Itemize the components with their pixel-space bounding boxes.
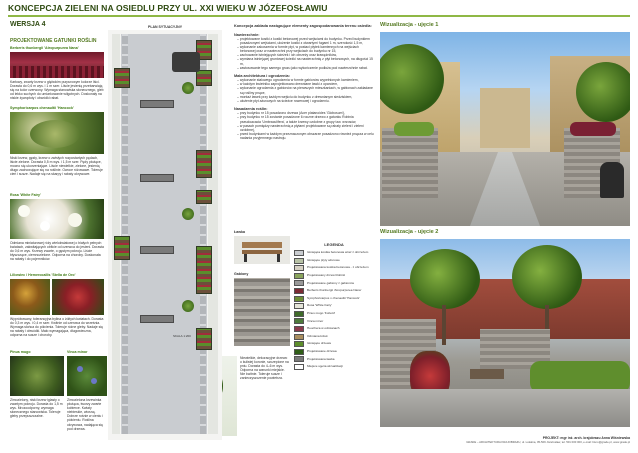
legend-title: LEGENDA xyxy=(324,242,344,247)
hemerocallis-photo-2 xyxy=(52,279,104,315)
page-title: KONCEPCJA ZIELENI NA OSIEDLU PRZY UL. XXI WIEKU W JÓZEFOSŁAWIU xyxy=(8,3,328,13)
concept-heading: Koncepcja zakłada następujące elementy zagospodarowania terenu osiedla: xyxy=(234,24,372,28)
legend-entry xyxy=(294,250,374,256)
concept-item: – w pasach pomiędzy nawierzchnią a płytami projektowane są rabaty zieleni i zieleni ozdobnej, xyxy=(237,123,364,132)
plan-road xyxy=(121,34,207,434)
footer-company: GRADE – ARCHITEKTURA KRAJOBRAZU, ul. Lokalna, 05-509 Józefosław, tel. 501 000 000, e-mail: biuro@grade.pl, www.grade.pl xyxy=(466,440,630,444)
legend-label: Heuchera w odmianach xyxy=(307,326,340,331)
symphoricarpos-photo xyxy=(10,112,104,154)
plan-scale: SKALA 1:200 xyxy=(173,334,191,338)
legend-entry xyxy=(294,288,374,294)
legend-swatch xyxy=(294,334,304,340)
legend-entry xyxy=(294,364,374,370)
legend-swatch xyxy=(294,326,304,332)
plant-description: Zimozielona krzewinka płożąca, tworzy zwarte kobierce. Kwiaty niebieskie, wiosną. Dobrze rośnie w cieniu i półcieniu. Roślina okrywowa, nadająca się pod drzewa. xyxy=(67,398,103,431)
legend-label: Projektowana ławka xyxy=(307,356,335,361)
version-label: WERSJA 4 xyxy=(10,21,46,28)
legend-swatch xyxy=(294,288,304,294)
concept-item: – przy budynku nr 15 posadzono drzewa (Acer platanoides 'Globosum'), xyxy=(237,111,346,116)
bench-photo xyxy=(234,236,290,264)
legend-swatch xyxy=(294,258,304,264)
legend-entry xyxy=(294,265,374,271)
legend-label: Projektowane gabiony z gabionów xyxy=(307,280,354,285)
plan-flower-bed xyxy=(196,150,212,178)
legend-entry xyxy=(294,318,374,324)
concept-item: – montaż ławek przy każdym wejściu do budynku z drewnianym siedziskiem, xyxy=(237,94,353,99)
plan-tree xyxy=(182,300,194,312)
plant-item-1 xyxy=(10,46,104,50)
concept-item: – wykonanie ogrodzenia z gabionów na pierwszych mieszkaniach, w gabionach zakładane są rośliny pnące, xyxy=(237,86,373,95)
viz-1-title: Wizualizacja - ujęcie 1 xyxy=(380,22,439,28)
legend-entry xyxy=(294,349,374,355)
legend-swatch xyxy=(294,356,304,362)
pinus-photo xyxy=(10,356,64,396)
plan-kerb-right xyxy=(200,34,206,434)
footer-author: PROJEKT: mgr inż. arch. krajobrazu Anna Wiśniewska xyxy=(542,436,630,440)
plan-bench xyxy=(140,315,174,323)
plants-heading: PROJEKTOWANE GATUNKI ROŚLIN xyxy=(10,38,97,44)
legend-label: Istniejące płyty ażurowe xyxy=(307,257,340,262)
plan-bench xyxy=(140,174,174,182)
legend-swatch xyxy=(294,273,304,279)
concept-item: – ułożenie płyt ażurowych na ścieżce rowerowej i ogrodzeniu. xyxy=(237,98,330,103)
legend-label: Rosa 'White Fairy' xyxy=(307,303,332,308)
legend-entry xyxy=(294,303,374,309)
legend-swatch xyxy=(294,250,304,256)
plan-kerb-left xyxy=(122,34,128,434)
plant-description: Niewielkie, dekoracyjne drzewo o kulistej koronie, szczepione na pniu. Dorasta do 4–6 m wys. Odporna na warunki miejskie. Nie kwitnie. Toleruje susze i zanieczyszczenie powietrza. xyxy=(240,356,289,381)
legend-label: Projektowane drzewa xyxy=(307,349,337,354)
legend-entry xyxy=(294,258,374,264)
plan-flower-bed xyxy=(114,68,130,88)
plant-name: Berberis thunbergii 'Atropurpurea Nana' xyxy=(10,46,79,50)
gabion-photo xyxy=(234,278,290,346)
legend-swatch xyxy=(294,311,304,317)
legend-swatch xyxy=(294,303,304,309)
vinca-photo xyxy=(67,356,107,396)
bench-label: Ławka xyxy=(234,230,245,234)
legend-label: Odmiana łóżek xyxy=(307,333,328,338)
legend-entry xyxy=(294,280,374,286)
section-title: Mała architektura i ogrodzenia: xyxy=(234,73,290,78)
plan-tree xyxy=(182,82,194,94)
legend-entry xyxy=(294,326,374,332)
concept-item: – przy budynku nr 15 zostanie posadzone 6 roczne drzewo z gatunku Robinia pseudoacacia 'Umbraculifera', a także krzewy ozdobne z grupy tzw. wrzosów, xyxy=(237,115,357,124)
plan-flower-bed xyxy=(196,70,212,86)
legend-label: Symphoricarpos x chenaultii 'Hancock' xyxy=(307,295,360,300)
legend-label: Istniejąca kostka betonowa wraz z obrzeżem xyxy=(307,250,369,255)
plan-bench xyxy=(140,100,174,108)
berberis-photo xyxy=(10,52,104,78)
plant-name: Rosa 'White Fairy' xyxy=(10,193,41,197)
concept-item: – wymiana istniejącej gruntowej ścieżki na nawierzchnię z płyt betonowych, na długości 15 m, xyxy=(237,57,373,66)
legend-label: Berberis thunbergii 'Atropurpurea Nana' xyxy=(307,288,362,293)
gabion-label: Gabiony xyxy=(234,272,249,276)
plant-name: Vinca minor xyxy=(67,350,88,354)
legend-entry xyxy=(294,311,374,317)
section-title: Nawierzchnie: xyxy=(234,32,260,37)
concept-item: – w każdym kwietniku zaprojektowano drewniane ławki z oparciem, xyxy=(237,82,339,87)
legend-label: Pinus mugo 'Kobold' xyxy=(307,311,336,316)
legend-label: Miejsce ujęcia wizualizacji xyxy=(307,364,343,369)
legend-swatch xyxy=(294,349,304,355)
viz-2-image xyxy=(380,239,630,427)
concept-item: – zachowanie istniejących ścieżek i ich obrzeży oraz krawężników, xyxy=(237,53,337,58)
legend-swatch xyxy=(294,341,304,347)
plant-description: Zimozielony, niski krzew iglasty o zwartym pokroju. Dorasta do 1,5 m wys. Mrozoodporny, wymaga słonecznego stanowiska. Toleruje gleby przepuszczalne. xyxy=(10,398,63,419)
legend-entry xyxy=(294,356,374,362)
legend-label: Vinca minor xyxy=(307,318,324,323)
plan-flower-bed xyxy=(196,328,212,350)
plan-flower-bed xyxy=(196,190,212,204)
concept-item: – projektowane kostki z kostki betonowej przed wejściami do budynku. Przed budynkiem posadzonymi wejściami, ułożenie kostki z otwartymi fugami 1 m, szerokość 1,5 m, xyxy=(237,37,370,46)
plan-flower-bed xyxy=(196,246,212,294)
concept-item: – wykonanie zakoszenia w formie płyt, w postaci płytek kamiennych na wejściach betonowej oraz w nawierzchni przy wejściach do budynku nr 15, xyxy=(237,45,359,54)
concept-text xyxy=(234,24,374,140)
concept-item: – przed budynkami w każdym przeznaczonym obszarze posadzono również pnącza w celu nadania przyjemnego nastroju. xyxy=(237,131,374,140)
legend-swatch xyxy=(294,296,304,302)
legend-entry xyxy=(294,296,374,302)
viz-1-image xyxy=(380,32,630,226)
plan-bench xyxy=(140,246,174,254)
legend xyxy=(294,242,374,372)
plant-description: Niski krzew, gęsty, krzew o zwisłych rozpostartych pędach, liście zielone. Dorasta 0,5 m wys. i 1,5 m szer. Pędy płożące, mocno się ukorzeniające. Liście niewielkie, zielone, jesienią długo zachowujące się na roślinie. Owoce różowawe. Toleruje cień i susze. Nadaje się na skarpy i rabaty okrywowe. xyxy=(10,156,103,177)
plan-title: PLAN SYTUACYJNY xyxy=(148,25,183,29)
plan-sidewalk-right xyxy=(208,34,218,434)
legend-label: Istniejące drzewa xyxy=(307,341,331,346)
plant-description: Karłowy, zwarty krzew o głębokim purpurowym kolorze liści. Dorasta do 0,6 m wys. i 1 m szer. Liście jesienią przebarwiają się na kolor czerwony. Wymaga stanowiska słonecznego, gleb od lekko suchych do umiarkowanie wilgotnych. Doskonały na niskie żywopłoty i obwódki rabat. xyxy=(10,80,104,101)
legend-label: Projektowany drzew Robinii xyxy=(307,273,346,278)
plant-name: Liliowiec / Hemerocallis 'Stella de Oro' xyxy=(10,273,76,277)
legend-swatch xyxy=(294,364,304,370)
rosa-photo xyxy=(10,199,104,239)
section-title: Nasadzenia roślin: xyxy=(234,106,268,111)
footer xyxy=(466,436,630,444)
legend-entry xyxy=(294,273,374,279)
legend-swatch xyxy=(294,265,304,271)
legend-entry xyxy=(294,341,374,347)
title-divider xyxy=(8,15,630,17)
plant-name: Symphoricarpos chenaultii 'Hancock' xyxy=(10,106,74,110)
plant-description: Odmiana miniaturowej róży wielokwiatowej o białych pełnych kwiatach, zakwitających obficie od czerwca do jesieni. Dorasta do 0,6 m wys. Krzewy zwarte, o gęstym pokroju. Liście błyszczące, ciemnozielone. Odporna na choroby. Doskonała na rabaty i do pojemników. xyxy=(10,241,104,262)
plant-description: Wypróbowany, tolerancyjna bylina o żółtych kwiatach. Dorasta do 0,3 m wys. i 0,4 m szer. Kwitnie od czerwca do września. Wymaga słońca do półcienia. Toleruje różne gleby. Nadaje się na rabaty i obwódki. Mało wymagająca, długowieczna, odporna na susze i choroby. xyxy=(10,317,104,338)
plan-flower-bed xyxy=(114,236,130,260)
plan-tree xyxy=(182,208,194,220)
plan-car xyxy=(172,52,200,72)
concept-item: – wykonanie stalowego ogrodzenia w formie gabionów wypełnionych kamieniem, xyxy=(237,78,359,83)
viz-2-title: Wizualizacja - ujęcie 2 xyxy=(380,229,439,235)
legend-swatch xyxy=(294,280,304,286)
concept-item: – zastosowanie tego samego gruzu jako wykończenie podłoża pod nawierzchnie rabat. xyxy=(237,65,368,70)
legend-entry xyxy=(294,334,374,340)
plan-sidewalk-left xyxy=(112,34,120,434)
hemerocallis-photo-1 xyxy=(10,279,50,315)
legend-label: Projektowana kostka betonowa - z obrzeżem xyxy=(307,265,369,270)
legend-swatch xyxy=(294,318,304,324)
plant-name: Pinus mugo xyxy=(10,350,31,354)
